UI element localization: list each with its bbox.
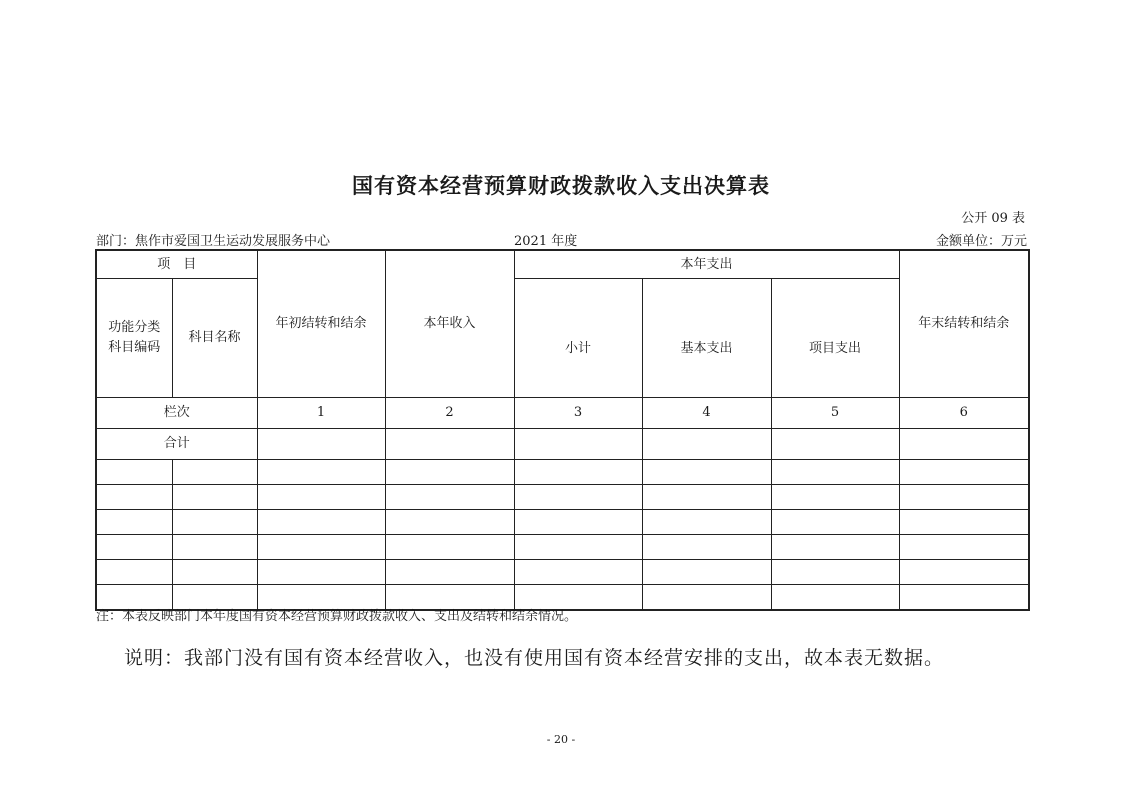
- table-cell: [257, 429, 385, 460]
- column-index-cell: 3: [514, 398, 642, 429]
- table-row: [96, 535, 1029, 560]
- header-item: 项 目: [96, 250, 257, 279]
- table-cell: [642, 460, 771, 485]
- header-row-2: [96, 279, 1029, 398]
- table-cell: [172, 560, 257, 585]
- budget-table: [95, 249, 1030, 611]
- table-cell: [172, 535, 257, 560]
- table-cell: [257, 485, 385, 510]
- header-subtotal: 小计: [514, 279, 642, 398]
- table-cell: [642, 585, 771, 611]
- table-cell: [771, 510, 899, 535]
- table-cell: [514, 485, 642, 510]
- table-cell: [771, 535, 899, 560]
- header-project: 项目支出: [771, 279, 899, 398]
- table-cell: [385, 429, 514, 460]
- table-cell: [385, 535, 514, 560]
- table-cell: [642, 485, 771, 510]
- table-cell: [257, 460, 385, 485]
- table-cell: [514, 560, 642, 585]
- total-label: 合计: [96, 429, 257, 460]
- table-cell: [771, 560, 899, 585]
- table-cell: [514, 429, 642, 460]
- column-index-cell: 5: [771, 398, 899, 429]
- column-index-cell: 2: [385, 398, 514, 429]
- table-cell: [899, 460, 1029, 485]
- table-cell: [771, 429, 899, 460]
- amount-unit: 金额单位：万元: [935, 234, 1027, 249]
- table-cell: [385, 510, 514, 535]
- table-cell: [899, 429, 1029, 460]
- table-note: 注：本表反映部门本年度国有资本经营预算财政拨款收入、支出及结转和结余情况。: [96, 609, 578, 624]
- column-index-cell: 1: [257, 398, 385, 429]
- table-cell: [899, 510, 1029, 535]
- header-expense: 本年支出: [514, 250, 899, 279]
- table-row: [96, 560, 1029, 585]
- table-cell: [514, 460, 642, 485]
- page-title: 国有资本经营预算财政拨款收入支出决算表: [352, 174, 770, 198]
- table-cell: [771, 585, 899, 611]
- table-cell: [771, 460, 899, 485]
- table-cell: [385, 485, 514, 510]
- table-cell: [96, 510, 172, 535]
- page-number: - 20 -: [546, 733, 576, 746]
- table-cell: [771, 485, 899, 510]
- table-cell: [642, 535, 771, 560]
- header-subject-name: 科目名称: [172, 279, 257, 398]
- table-cell: [899, 485, 1029, 510]
- meta-row: [96, 230, 1027, 248]
- table-cell: [642, 560, 771, 585]
- header-row-1: [96, 250, 1029, 279]
- table-cell: [257, 535, 385, 560]
- table-cell: [172, 460, 257, 485]
- column-index-cell: 6: [899, 398, 1029, 429]
- table-row: [96, 510, 1029, 535]
- header-basic: 基本支出: [642, 279, 771, 398]
- table-cell: [385, 460, 514, 485]
- header-func-code: 功能分类 科目编码: [96, 279, 172, 398]
- table-cell: [385, 560, 514, 585]
- table-cell: [96, 460, 172, 485]
- header-begin-balance: 年初结转和结余: [257, 250, 385, 398]
- table-row: [96, 460, 1029, 485]
- table-cell: [899, 585, 1029, 611]
- table-cell: [642, 510, 771, 535]
- table-cell: [514, 535, 642, 560]
- table-cell: [96, 485, 172, 510]
- table-cell: [642, 429, 771, 460]
- table-cell: [257, 510, 385, 535]
- fiscal-year: 2021 年度: [514, 234, 578, 249]
- department-label: 部门：焦作市爱国卫生运动发展服务中心: [96, 234, 331, 249]
- column-index-cell: 4: [642, 398, 771, 429]
- total-row: [96, 429, 1029, 460]
- column-index-row: [96, 398, 1029, 429]
- header-income: 本年收入: [385, 250, 514, 398]
- explanation-text: 说明：我部门没有国有资本经营收入，也没有使用国有资本经营安排的支出，故本表无数据。: [124, 647, 945, 669]
- table-row: [96, 485, 1029, 510]
- table-cell: [899, 560, 1029, 585]
- table-number: 公开 09 表: [961, 211, 1025, 226]
- header-end-balance: 年末结转和结余: [899, 250, 1029, 398]
- table-cell: [172, 485, 257, 510]
- table-cell: [514, 510, 642, 535]
- column-index-label: 栏次: [96, 398, 257, 429]
- table-cell: [172, 510, 257, 535]
- table-cell: [899, 535, 1029, 560]
- table-cell: [96, 560, 172, 585]
- table-cell: [257, 560, 385, 585]
- table-cell: [96, 535, 172, 560]
